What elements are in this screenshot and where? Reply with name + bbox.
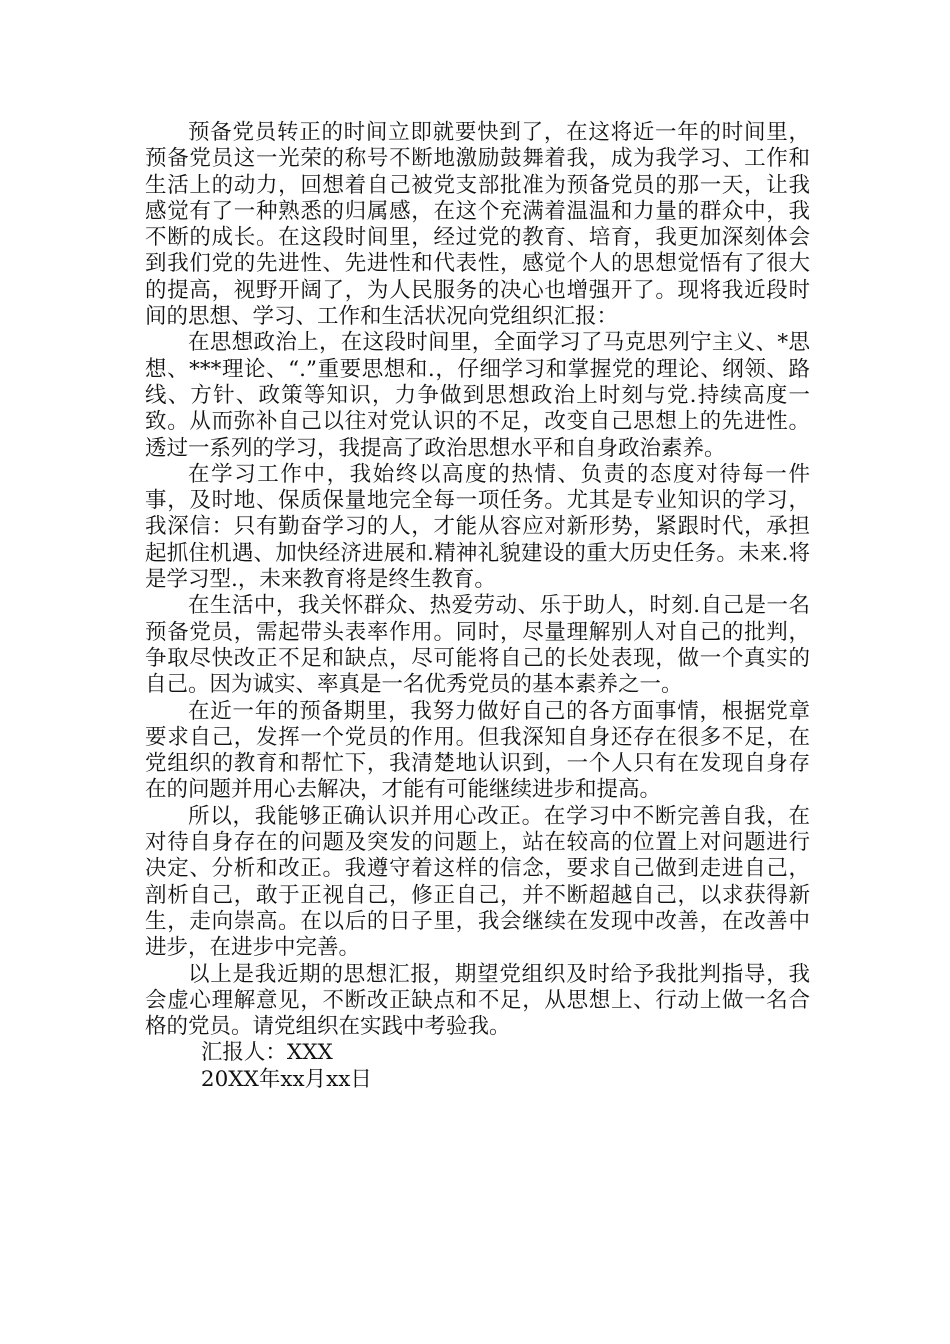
paragraph-political-thought: 在思想政治上，在这段时间里，全面学习了马克思列宁主义、*思想、***理论、“.”重要思想和.，仔细学习和掌握党的理论、纲领、路线、方针、政策等知识，力争做到思想政治上时刻与党.持续高度一致。从而弥补自己以往对党认识的不足，改变自己思想上的先进性。透过一系列的学习，我提高了政治思想水平和自身政治素养。 — [145, 330, 810, 461]
date-line: 20XX年xx月xx日 — [200, 1066, 372, 1092]
signature-line: 汇报人：XXX — [200, 1040, 333, 1066]
paragraph-life: 在生活中，我关怀群众、热爱劳动、乐于助人，时刻.自己是一名预备党员，需起带头表率作用。同时，尽量理解别人对自己的批判，争取尽快改正不足和缺点，尽可能将自己的长处表现，做一个真实的自己。因为诚实、率真是一名优秀党员的基本素养之一。 — [145, 593, 810, 698]
paragraph-study-work: 在学习工作中，我始终以高度的热情、负责的态度对待每一件事，及时地、保质保量地完全每一项任务。尤其是专业知识的学习，我深信：只有勤奋学习的人，才能从容应对新形势，紧跟时代，承担起抓住机遇、加快经济进展和.精神礼貌建设的重大历史任务。未来.将是学习型.，未来教育将是终生教育。 — [145, 461, 810, 593]
paragraph-probation: 在近一年的预备期里，我努力做好自己的各方面事情，根据党章要求自己，发挥一个党员的作用。但我深知自身还存在很多不足，在党组织的教育和帮忙下，我清楚地认识到，一个人只有在发现自身存在的问题并用心去解决，才能有可能继续进步和提高。 — [145, 698, 810, 803]
paragraph-closing: 以上是我近期的思想汇报，期望党组织及时给予我批判指导，我会虚心理解意见，不断改正缺点和不足，从思想上、行动上做一名合格的党员。请党组织在实践中考验我。 — [145, 961, 810, 1040]
document-body — [145, 120, 810, 1093]
paragraph-correction: 所以，我能够正确认识并用心改正。在学习中不断完善自我，在对待自身存在的问题及突发的问题上，站在较高的位置上对问题进行决定、分析和改正。我遵守着这样的信念，要求自己做到走进自己，剖析自己，敢于正视自己，修正自己，并不断超越自己，以求获得新生，走向崇高。在以后的日子里，我会继续在发现中改善，在改善中进步，在进步中完善。 — [145, 803, 810, 961]
paragraph-intro: 预备党员转正的时间立即就要快到了，在这将近一年的时间里，预备党员这一光荣的称号不断地激励鼓舞着我，成为我学习、工作和生活上的动力，回想着自己被党支部批准为预备党员的那一天，让我感觉有了一种熟悉的归属感，在这个充满着温温和力量的群众中，我不断的成长。在这段时间里，经过党的教育、培育，我更加深刻体会到我们党的先进性、先进性和代表性，感觉个人的思想觉悟有了很大的提高，视野开阔了，为人民服务的决心也增强开了。现将我近段时间的思想、学习、工作和生活状况向党组织汇报： — [145, 120, 810, 330]
